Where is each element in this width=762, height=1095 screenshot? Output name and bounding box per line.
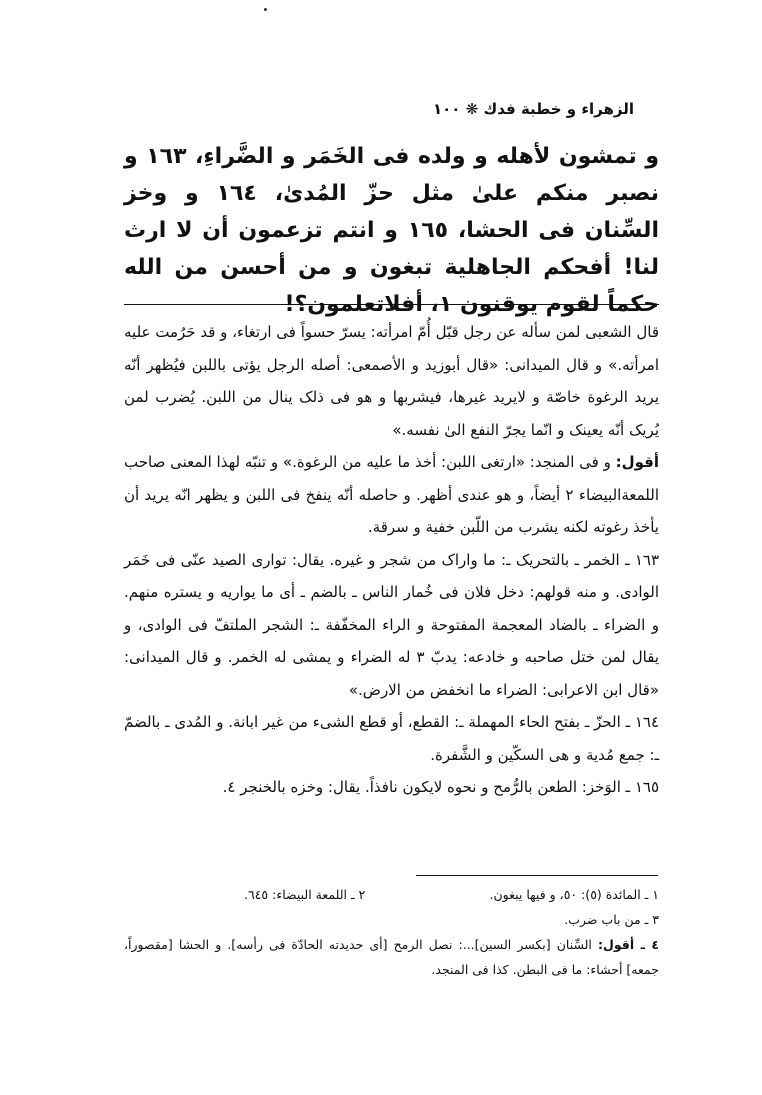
running-header: الزهراء و خطبة فدك ❋ ١٠٠: [433, 100, 634, 118]
note-164: ١٦٤ ـ الحزّ ـ بفتح الحاء المهملة ـ: القطع، أو قطع الشیء من غير ابانة. و المُدی ـ بالضمّ ـ: جمع مُدية و هی السكّين و الشَّفرة.: [124, 713, 659, 764]
commentary-paragraph-2-text: و فی المنجد: «ارتغی اللبن: أخذ ما عليه من الرغوة.» و تنبّه لهذا المعنی صاحب اللمعةالبيضاء ٢ أيضاً، و هو عندی أظهر. و حاصله أنّه ينفخ فی اللبن و يظهر انّه يريد أن يأخذ رغوته لكنه يشرب من اللّبن خفية و سرقة.: [124, 453, 659, 536]
note-163: ١٦٣ ـ الخمر ـ بالتحريک ـ: ما واراک من شجر و غيره. يقال: تواری الصيد عنّی فی خَمَر الوادی. و منه قولهم: دخل فلان فی خُمار الناس ـ بالضم ـ أی ما يواريه و يستره منهم. و الضراء ـ بالضاد المعجمة المفتوحة و الراء المخفّفة ـ: الشجر الملتفّ فی الوادی، و يقال لمن ختل صاحبه و خادعه: يدبّ ٣ له الضراء و يمشی له الخمر. و قال الميدانی: «قال ابن الاعرابی: الضراء ما انخفض من الارض.»: [124, 550, 659, 699]
footnote-1: ١ ـ المائدة (٥): ٥٠، و فيها يبغون.: [489, 887, 659, 902]
footnote-divider-rule: [416, 875, 658, 876]
footnote-2: ٢ ـ اللمعة البيضاء: ٦٤٥.: [244, 887, 366, 902]
commentary-paragraph-2: [124, 446, 659, 544]
footnote-4-text: السِّنان [بكسر السين]...: نصل الرمح [أی حديدته الحادّة فی رأسه]. و الحشا [مقصوراً، جمعه] أحشاء: ما فی البطن. كذا فی المنجد.: [124, 937, 659, 977]
commentary-block: [124, 316, 659, 804]
footnote-row-1: [124, 882, 659, 907]
main-sermon-text: و تمشون لأهله و ولده فی الخَمَر و الضَّراءِ، ١٦٣ و نصبر منكم علیٰ مثل حزّ المُدیٰ، ١٦٤ و وخز السِّنان فی الحشا، ١٦٥ و انتم تزعمون أن لا ارث لنا! أفحكم الجاهلية تبغون و من أحسن من الله حكماً لقوم يوقنون ١، أفلاتعلمون؟!: [124, 144, 659, 317]
footnotes-block: [124, 882, 659, 982]
aqul-keyword: أقول:: [615, 453, 659, 471]
commentary-paragraph-1: قال الشعبی لمن سأله عن رجل قبّل أُمّ امرأته: يسرّ حسواً فی ارتغاء، و قد حَرُمت عليه امرأته.» و قال الميدانی: «قال أبوزيد و الأصمعی: أصله الرجل يؤتی باللبن فيُظهر أنّه يريد الرغوة خاصّة و لايريد غيرها، فيشربها و هو فی ذلک ينال من اللبن. يُضرب لمن يُريک أنّه يعينک و انّما يجرّ النفع الیٰ نفسه.»: [124, 323, 659, 439]
main-divider-rule: [124, 304, 659, 305]
footnote-4: [124, 932, 659, 982]
page-dot-mark: [264, 8, 267, 11]
note-165: ١٦٥ ـ الوَخز: الطعن بالرُّمح و نحوه لايكون نافذاً. يقال: وخزه بالخنجر ٤.: [222, 778, 659, 796]
footnote-4-keyword: ٤ ـ أقول:: [598, 937, 659, 952]
footnote-3: ٣ ـ من باب ضرب.: [564, 912, 659, 927]
